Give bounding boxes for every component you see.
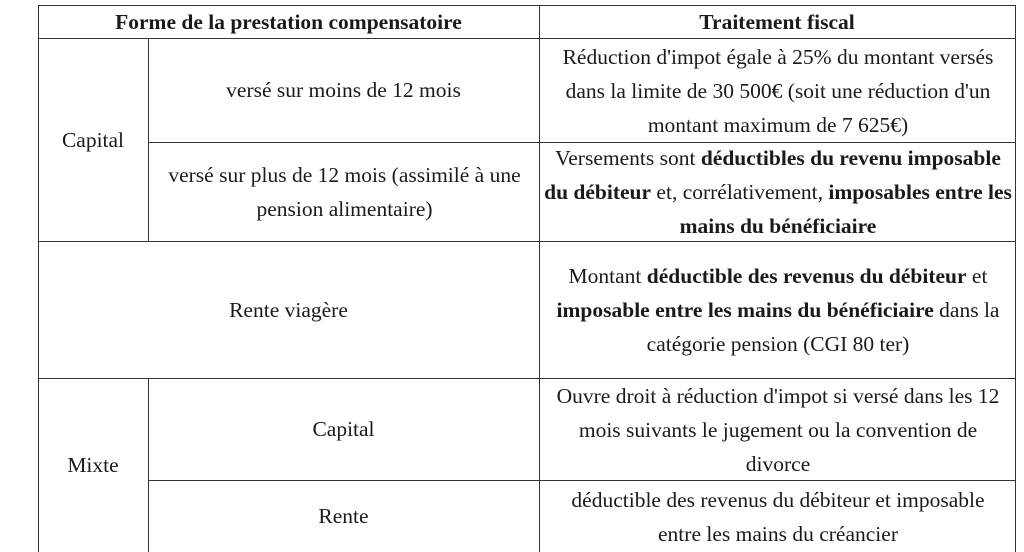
row-label-rente-viagere: Rente viagère [229,297,348,322]
capital-moins-12-mois-fiscal: Réduction d'impot égale à 25% du montant versés dans la limite de 30 500€ (soit une réduction d'un montant maximum de 7 625€) [562,45,994,137]
rente-viagere-fiscal [546,242,1010,378]
mixte-capital: Capital [312,417,375,441]
text: dans la catégorie pension (CGI 80 ter) [646,298,1000,356]
header-forme: Forme de la prestation compensatoire [115,9,462,34]
text: et [966,264,988,288]
mixte-rente: Rente [318,504,369,528]
text: Montant [568,264,647,288]
emphasis: déductibles du revenu imposable du débiteur [544,145,1001,204]
emphasis: déductible des revenus du débiteur [646,264,967,288]
capital-moins-12-mois: versé sur moins de 12 mois [226,78,461,102]
emphasis: imposable entre les mains du bénéficiaire [556,298,934,322]
rule-right [1015,5,1016,552]
mixte-capital-fiscal: Ouvre droit à réduction d'impot si versé dans les 12 mois suivants le jugement ou la convention de divorce [556,384,1000,476]
row-label-mixte: Mixte [67,453,119,477]
emphasis: imposables entre les mains du bénéficiaire [679,179,1012,238]
capital-plus-12-mois: versé sur plus de 12 mois (assimilé à une pension alimentaire) [168,162,521,221]
mixte-rente-fiscal: déductible des revenus du débiteur et imposable entre les mains du créancier [571,488,985,546]
text: Versements sont [555,145,701,170]
rule-middle [539,5,540,552]
text: et, corrélativement, [651,179,829,204]
row-label-capital: Capital [61,127,125,152]
header-traitement-fiscal: Traitement fiscal [699,9,855,34]
capital-plus-12-mois-fiscal [542,142,1014,241]
